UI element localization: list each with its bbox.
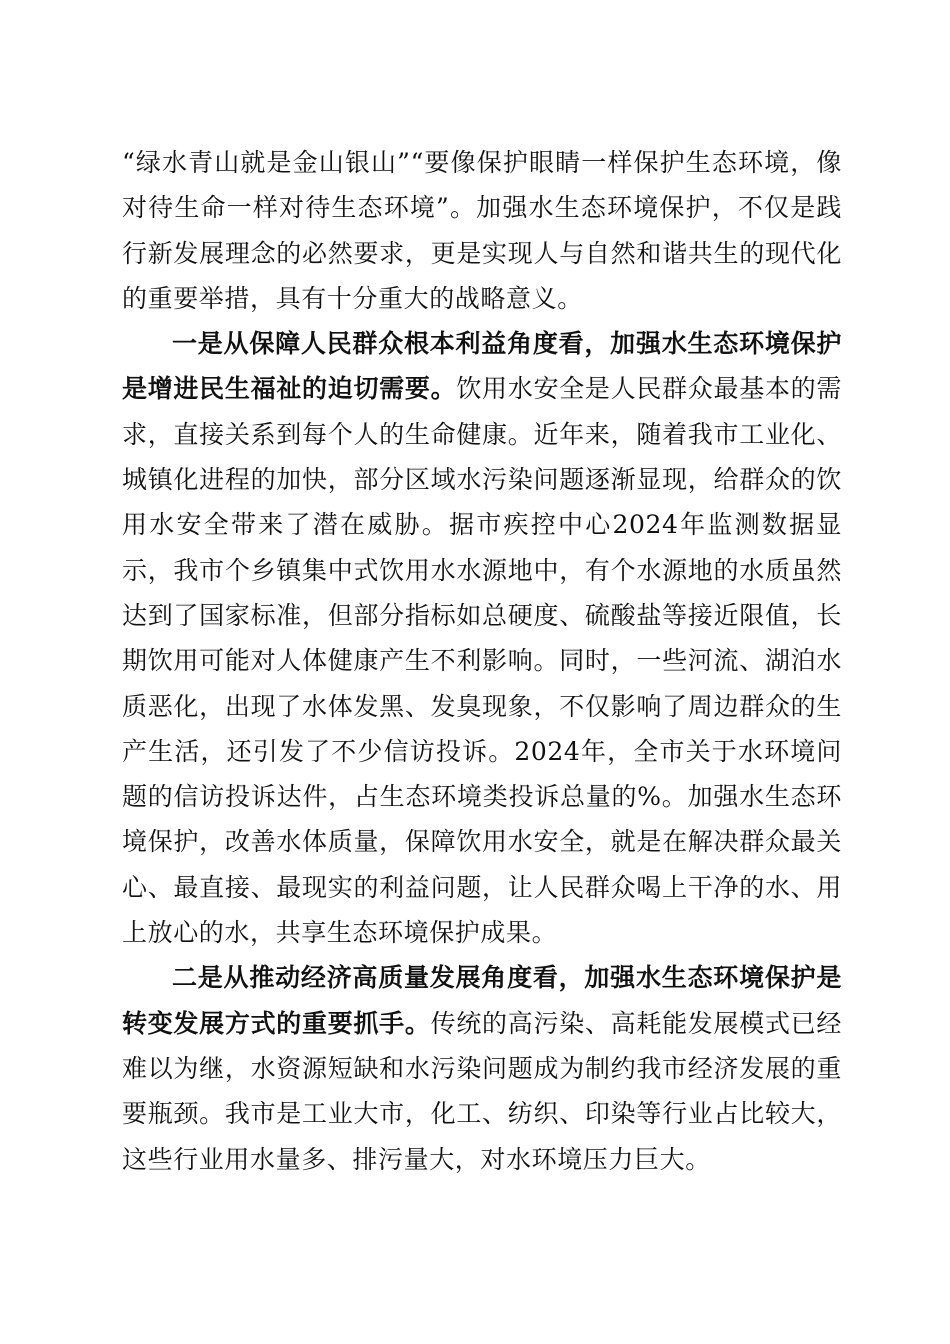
paragraph-text: 传统的高污染、高耗能发展模式已经难以为继，水资源短缺和水污染问题成为制约我市经济发展的重要瓶颈。我市是工业大市，化工、纺织、印染等行业占比较大，这些行业用水量多、排污量大，对水环境压力巨大。 [122, 1008, 842, 1174]
paragraph-lead: 二是从推动经济高质量发展角度看，加强水生态环境保护是转变发展方式的重要抓手。 [122, 963, 842, 1038]
paragraph-intro [122, 140, 842, 321]
paragraph-people-welfare [122, 321, 842, 955]
paragraph-economic-development [122, 955, 842, 1181]
paragraph-text: 饮用水安全是人民群众最基本的需求，直接关系到每个人的生命健康。近年来，随着我市工业化、城镇化进程的加快，部分区域水污染问题逐渐显现，给群众的饮用水安全带来了潜在威胁。据市疾控中心2024年监测数据显示，我市个乡镇集中式饮用水水源地中，有个水源地的水质虽然达到了国家标准，但部分指标如总硬度、硫酸盐等接近限值，长期饮用可能对人体健康产生不利影响。同时，一些河流、湖泊水质恶化，出现了水体发黑、发臭现象，不仅影响了周边群众的生产生活，还引发了不少信访投诉。2024年，全市关于水环境问题的信访投诉达件，占生态环境类投诉总量的%。加强水生态环境保护，改善水体质量，保障饮用水安全，就是在解决群众最关心、最直接、最现实的利益问题，让人民群众喝上干净的水、用上放心的水，共享生态环境保护成果。 [122, 374, 842, 948]
document-body [122, 140, 842, 1182]
paragraph-text: “绿水青山就是金山银山”“要像保护眼睛一样保护生态环境，像对待生命一样对待生态环境”。加强水生态环境保护，不仅是践行新发展理念的必然要求，更是实现人与自然和谐共生的现代化的重要举措，具有十分重大的战略意义。 [122, 148, 842, 313]
paragraph-lead: 一是从保障人民群众根本利益角度看，加强水生态环境保护是增进民生福祉的迫切需要。 [122, 329, 842, 404]
